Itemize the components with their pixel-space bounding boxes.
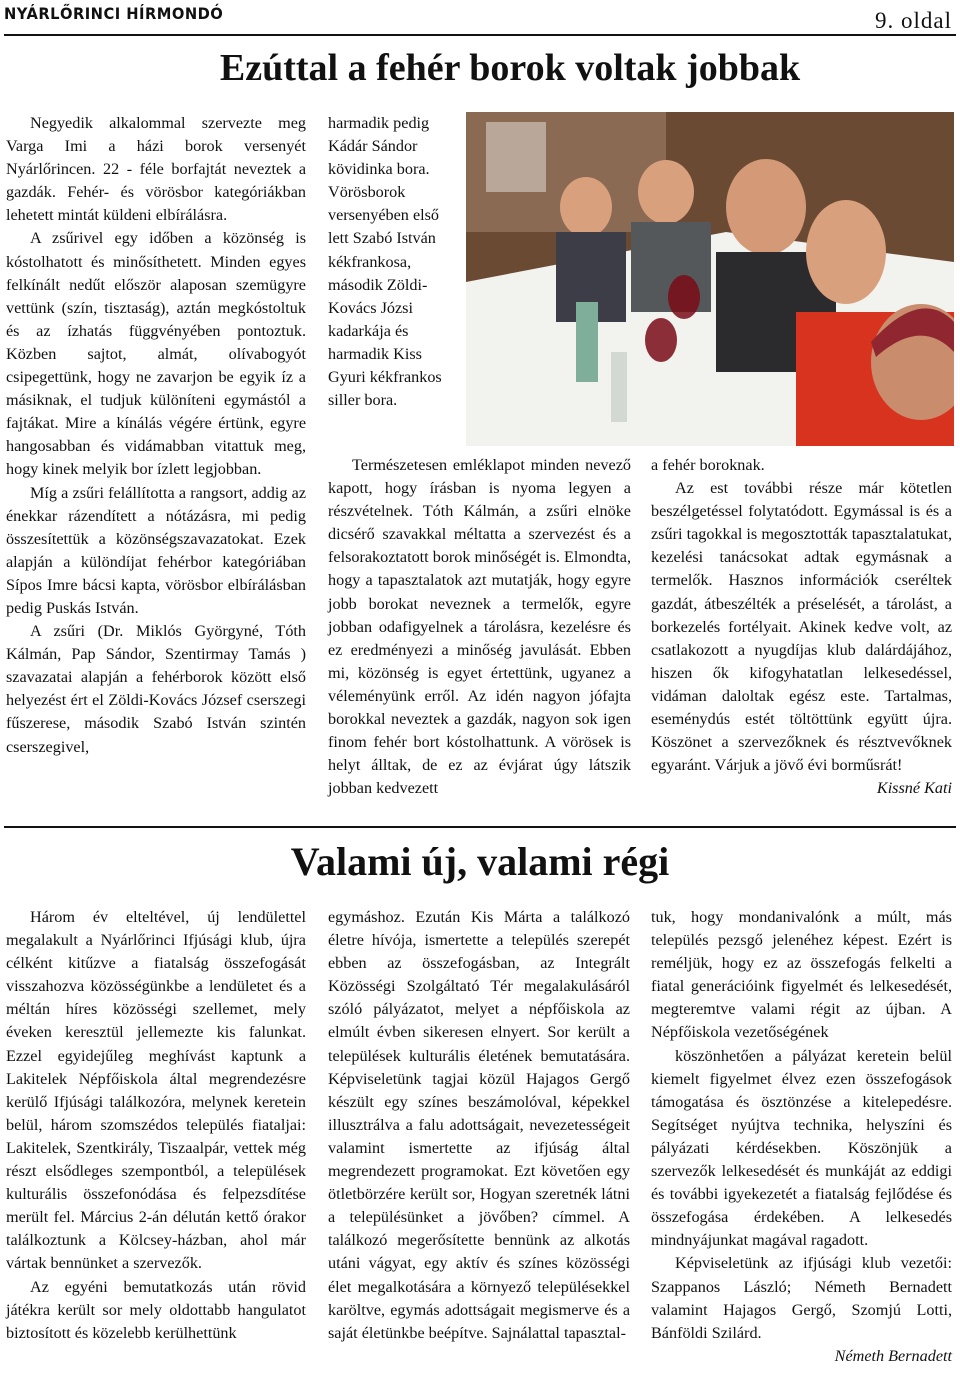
paragraph: A zsűrivel egy időben a közönség is kóstolhatott és minősíthetett. Minden egyes felkínált nedűt először alaposan szemügyre vettünk (szín, tisztaság), aztán megkóstoltuk és az ízhatás függvényében pontoztuk. Közben sajtot, almát, olívabogyót csipegettünk, hogy ne zavarjon be egyik íz a másiknak, el tudjuk különíteni egymástól a fajtákat. Mire a kínálás végére értünk, egyre hangosabban és vidámabban vitattuk meg, hogy kinek melyik bor ízlett legjobban.: [6, 229, 306, 479]
article2-column-2: [328, 906, 630, 1345]
paragraph: Míg a zsűri felállította a rangsort, addig az énekkar rázendített a nótázásra, mi pedig összesítettük a közönségszavazatokat. Ezek alapján a különdíjat fehérbor kategóriában Sípos Imre bácsi kapta, vörösbor elbírálásban pedig Puskás István.: [6, 483, 306, 617]
paragraph: tuk, hogy mondanivalónk a múlt, más település pezsgő jelenéhez képest. Ezért is reméljük, hogy ez az összefogás felkelti a fiatal generációink figyelmét és lelkesedését, megteremtve valami régit az újban. A Népfőiskola vezetőségének: [651, 908, 952, 1042]
paragraph: a fehér boroknak.: [651, 456, 765, 474]
article1-column-2-top: [328, 112, 448, 412]
article1-column-2-bottom: [328, 454, 631, 800]
paragraph: Az est további része már kötetlen beszélgetéssel folytatódott. Egymással is és a zsűri tagokkal is megosztották tapasztalatukat, kezelési tanácsokat adtak egymásnak a termelők. Hasznos információk cseréltek gazdát, átbeszélték a préselését, a tárolást, a borkezelés fortélyait. Akinek kedve volt, az csatlakozott a nyugdíjas klub dalárdájához, hiszen ők kifogyhatatlan lelkesedéssel, vidáman daloltak egész este. Tartalmas, eseménydús estét töltöttünk együtt újra. Köszönet a szervezőknek és résztvevőknek egyaránt. Várjuk a jövő évi borműsrát!: [651, 479, 952, 775]
page-number: 9. oldal: [875, 8, 952, 33]
article2-column-1: [6, 906, 306, 1345]
article1-column-3: [651, 454, 952, 800]
article1-column-1: [6, 112, 306, 759]
signature: Németh Bernadett: [834, 1346, 952, 1365]
paragraph: köszönhetően a pályázat keretein belül kiemelt figyelmet élvez ezen összefogások támogatása és ösztönzése a kitelepedésre. Segítséget nyújtva technika, helyszíni és pályázati kérdésekben. Köszönjük a szervezők lelkesedését és munkáját az eddigi és további igyekezetét a fiatalság fejlődése és összefogása érdekében. A lelkesedés mindnyájunkat magával ragadott.: [651, 1046, 952, 1250]
signature: Kissné Kati: [876, 779, 952, 798]
header-rule: [4, 34, 956, 36]
paragraph: A zsűri (Dr. Miklós Györgyné, Tóth Kálmán, Pap Sándor, Szentirmay Tamás ) szavazatai alapján a fehérborok között első helyezést ért el Zöldi-Kovács József cserszegi fűszerese, második Szabó István szintén cserszegivel,: [6, 622, 306, 756]
paragraph: Az egyéni bemutatkozás után rövid játékra került sor mely oldottabb hangulatot biztosított és közelebb kerülhettünk: [6, 1277, 306, 1342]
paragraph: harmadik pedig Kádár Sándor kövidinka bora. Vörösborok versenyében első lett Szabó István kékfrankosa, második Zöldi-Kovács Józsi kadarkája és harmadik Kiss Gyuri kékfrankos siller bora.: [328, 114, 442, 410]
paragraph: Képviseletünk az ifjúsági klub vezetői: Szappanos László; Németh Bernadett valamint Hajagos Gergő, Szomjú Lotti, Bánföldi Szilárd.: [651, 1254, 952, 1342]
masthead: NYÁRLŐRINCI HÍRMONDÓ: [4, 4, 224, 23]
paragraph: Természetesen emléklapot minden nevező kapott, hogy írásban is nyoma legyen a részvételnek. Tóth Kálmán, a zsűri elnöke dicsérő szavakkal méltatta a szervezést és a felsorakoztatott borok minőségét is. Elmondta, hogy a tapasztalatok azt mutatják, hogy egyre jobb borokat neveznek a termelők, egyre jobban odafigyelnek a tárolásra, kezelésre és ez eredményezi a minőség javulását. Ebben mi, közönség is egyet értettünk, ugyanez a véleményünk erről. Az idén nagyon jófajta borokkal neveztek a gazdák, nagyon sok igen finom fehér bort kóstolhattunk. A vörösek is helyt álltak, de ez az évjárat úgy látszik jobban kedvezett: [328, 456, 632, 798]
section-rule: [4, 826, 956, 828]
paragraph: Negyedik alkalommal szervezte meg Varga Imi a házi borok versenyét Nyárlőrincen. 22 - féle borfajtát neveztek a gazdák. Fehér- és vörösbor kategóriákban lehetett mintát küldeni elbírálásra.: [6, 114, 306, 225]
article2-column-3: [651, 906, 952, 1368]
paragraph: Három év elteltével, új lendülettel megalakult a Nyárlőrinci Ifjúsági klub, újra célként kitűzve a fiatalság összefogását visszahozva közösségünkbe a lendületet és a méltán híres közösségi szellemet, mely éveken keresztül jellemezte kis falunkat. Ezzel egyidejűleg meghívást kaptunk a Lakitelek Népfőiskola által megrendezésre kerülő Ifjúsági találkozóra, melynek keretein belül, három szomszédos település fiataljai: Lakitelek, Szentkirály, Tiszaalpár, vettek még részt elsődleges szempontból, a települések kulturális összefonódása és felpezsdítése merült fel. Március 2-án délután kettő órakor találkoztunk a Kölcsey-házban, ahol már vártak bennünket a szervezők.: [6, 908, 306, 1273]
article-title-youth: Valami új, valami régi: [290, 839, 670, 884]
wine-tasting-photo: [466, 112, 954, 446]
paragraph: egymáshoz. Ezután Kis Márta a találkozó életre hívója, ismertette a település szerepét ebben az összefogásban, az Integrált Közösségi Szolgáltató Tér megalakulásáról szóló pályázatot, melyet a népfőiskola az elmúlt évben sikeresen elnyert. Sor került a települések kulturális életének bemutatására. Képviseletünk tagjai közül Hajagos Gergő készült egy színes beszámolóval, képekkel illusztrálva a falu adottságait, nevezetességeit valamint ismertette az ifjúság által megrendezett programokat. Ezt követően egy ötletbörzére került sor, Hogyan szeretnék látni a településünket a jövőben? címmel. A találkozó megerősítette bennünk az alkotás utáni vágyat, egy aktív és színes közösségi élet megalkotására a környező településekkel karöltve, egymás adottságait megismerve és a saját életünkbe beépítve. Sajnálattal tapasztal-: [328, 908, 630, 1342]
article-title-wine: Ezúttal a fehér borok voltak jobbak: [219, 47, 801, 89]
